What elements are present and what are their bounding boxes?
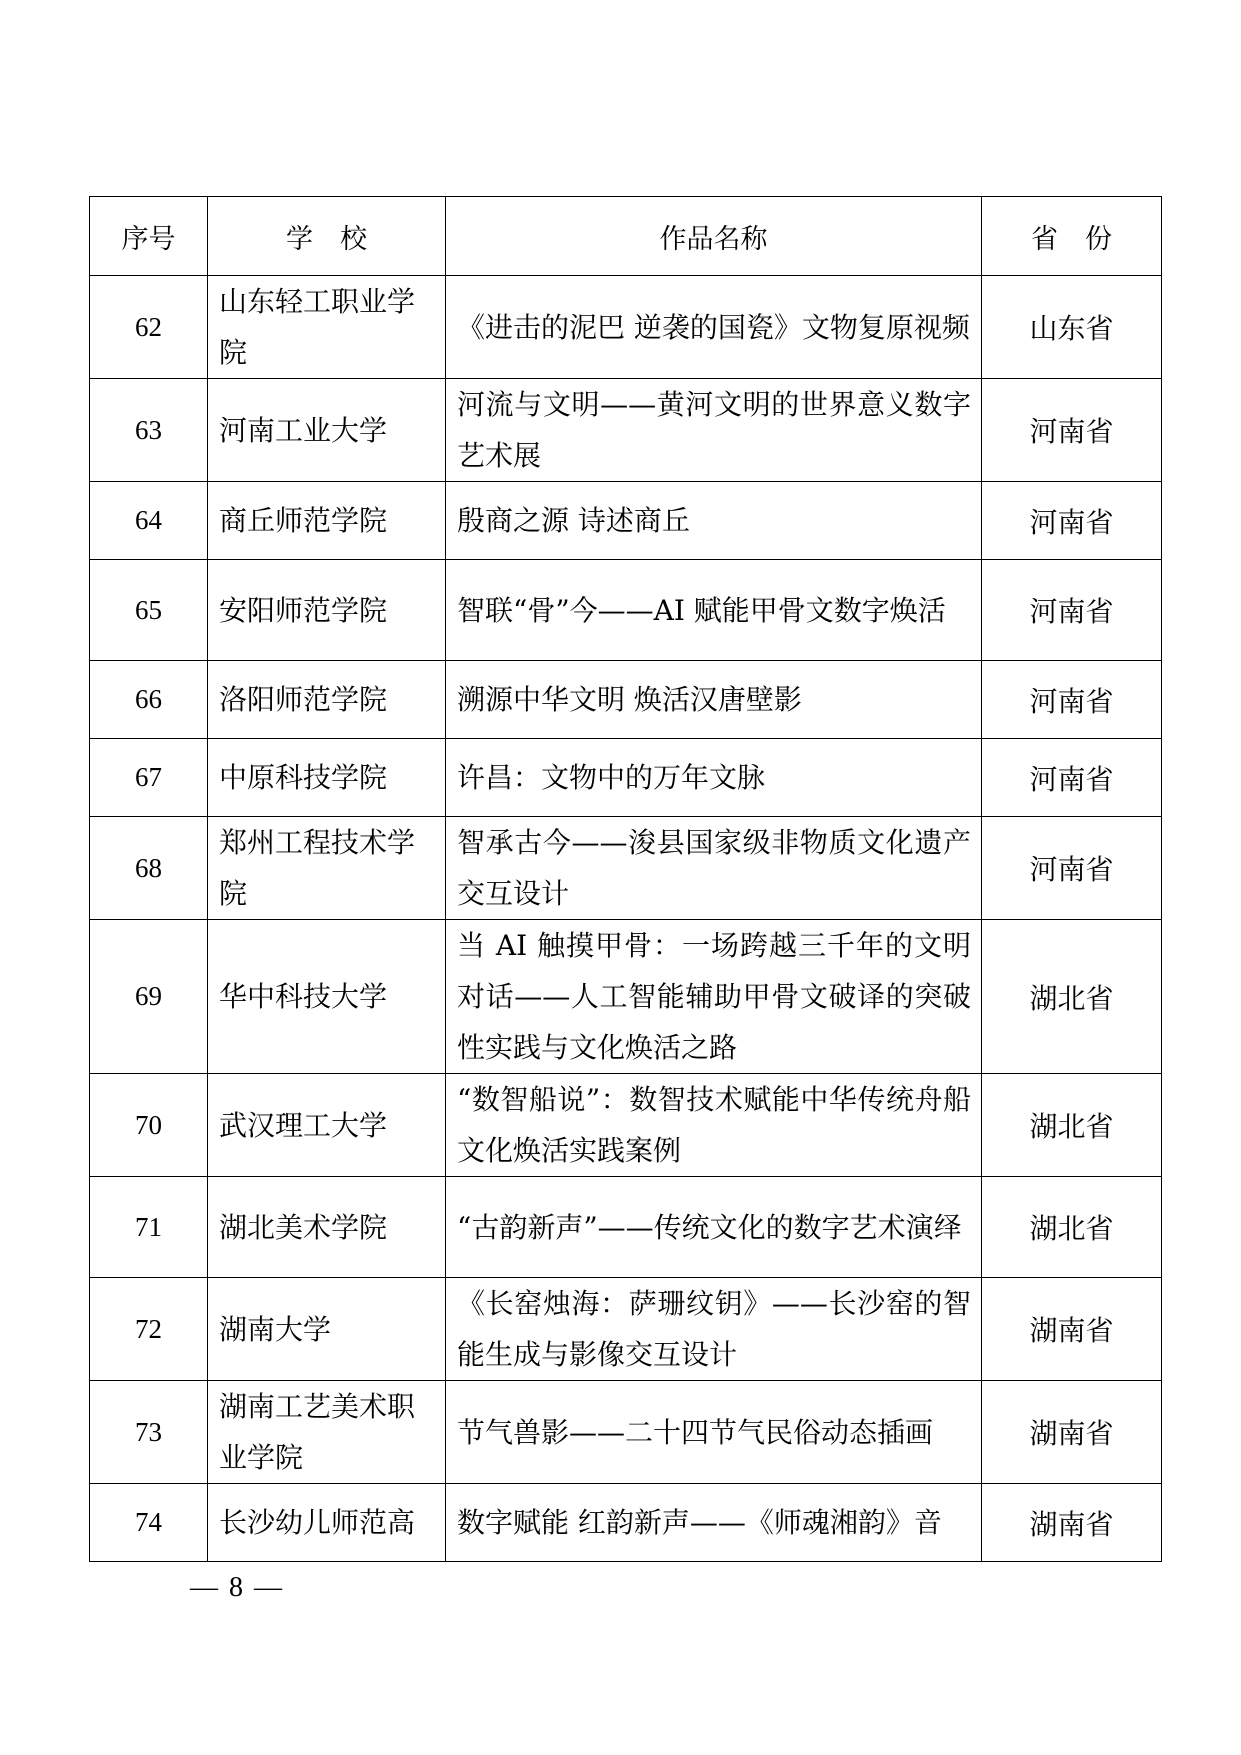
row-work: 当 AI 触摸甲骨：一场跨越三千年的文明对话——人工智能辅助甲骨文破译的突破性实践与文化焕活之路: [446, 920, 982, 1074]
row-seq: 74: [90, 1484, 208, 1562]
row-seq: 65: [90, 560, 208, 661]
table-row: [90, 739, 1162, 817]
row-province: 河南省: [982, 379, 1162, 482]
row-work: “数智船说”：数智技术赋能中华传统舟船文化焕活实践案例: [446, 1074, 982, 1177]
row-province: 湖北省: [982, 1074, 1162, 1177]
header-work: 作品名称: [446, 197, 982, 276]
table-row: [90, 661, 1162, 739]
row-work: 殷商之源 诗述商丘: [446, 482, 982, 560]
table-row: [90, 1381, 1162, 1484]
row-work: “古韵新声”——传统文化的数字艺术演绎: [446, 1177, 982, 1278]
row-province: 河南省: [982, 817, 1162, 920]
row-school: 湖北美术学院: [208, 1177, 446, 1278]
table-body: [90, 276, 1162, 1562]
row-seq: 68: [90, 817, 208, 920]
row-school: 湖南大学: [208, 1278, 446, 1381]
table-row: [90, 817, 1162, 920]
table-row: [90, 482, 1162, 560]
row-work: 智承古今——浚县国家级非物质文化遗产交互设计: [446, 817, 982, 920]
row-seq: 71: [90, 1177, 208, 1278]
row-province: 湖南省: [982, 1278, 1162, 1381]
row-province: 湖北省: [982, 1177, 1162, 1278]
row-province: 河南省: [982, 560, 1162, 661]
row-province: 湖北省: [982, 920, 1162, 1074]
row-school: 郑州工程技术学院: [208, 817, 446, 920]
row-school: 武汉理工大学: [208, 1074, 446, 1177]
row-school: 中原科技学院: [208, 739, 446, 817]
table-row: [90, 1177, 1162, 1278]
row-school: 湖南工艺美术职业学院: [208, 1381, 446, 1484]
table-row: [90, 276, 1162, 379]
table-row: [90, 920, 1162, 1074]
table-header: [90, 197, 1162, 276]
header-row: [90, 197, 1162, 276]
row-work: 河流与文明——黄河文明的世界意义数字艺术展: [446, 379, 982, 482]
row-school: 安阳师范学院: [208, 560, 446, 661]
table-row: [90, 1278, 1162, 1381]
row-seq: 66: [90, 661, 208, 739]
row-school: 山东轻工职业学院: [208, 276, 446, 379]
row-province: 湖南省: [982, 1381, 1162, 1484]
row-seq: 63: [90, 379, 208, 482]
row-school: 长沙幼儿师范高: [208, 1484, 446, 1562]
header-seq: 序号: [90, 197, 208, 276]
row-seq: 69: [90, 920, 208, 1074]
table-row: [90, 1484, 1162, 1562]
row-province: 河南省: [982, 661, 1162, 739]
row-province: 河南省: [982, 739, 1162, 817]
row-seq: 70: [90, 1074, 208, 1177]
row-seq: 72: [90, 1278, 208, 1381]
row-seq: 64: [90, 482, 208, 560]
row-seq: 62: [90, 276, 208, 379]
row-work: 数字赋能 红韵新声——《师魂湘韵》音: [446, 1484, 982, 1562]
row-seq: 67: [90, 739, 208, 817]
table-row: [90, 379, 1162, 482]
row-province: 河南省: [982, 482, 1162, 560]
row-work: 《进击的泥巴 逆袭的国瓷》文物复原视频: [446, 276, 982, 379]
row-work: 《长窑烛海：萨珊纹钥》——长沙窑的智能生成与影像交互设计: [446, 1278, 982, 1381]
row-seq: 73: [90, 1381, 208, 1484]
award-list-table: [89, 196, 1162, 1562]
row-province: 湖南省: [982, 1484, 1162, 1562]
row-school: 华中科技大学: [208, 920, 446, 1074]
row-school: 洛阳师范学院: [208, 661, 446, 739]
row-work: 智联“骨”今——AI 赋能甲骨文数字焕活: [446, 560, 982, 661]
table-row: [90, 560, 1162, 661]
row-school: 河南工业大学: [208, 379, 446, 482]
table-row: [90, 1074, 1162, 1177]
row-province: 山东省: [982, 276, 1162, 379]
page-number: — 8 —: [190, 1572, 284, 1603]
header-province: 省 份: [982, 197, 1162, 276]
header-school: 学 校: [208, 197, 446, 276]
row-work: 溯源中华文明 焕活汉唐壁影: [446, 661, 982, 739]
row-school: 商丘师范学院: [208, 482, 446, 560]
row-work: 许昌：文物中的万年文脉: [446, 739, 982, 817]
row-work: 节气兽影——二十四节气民俗动态插画: [446, 1381, 982, 1484]
